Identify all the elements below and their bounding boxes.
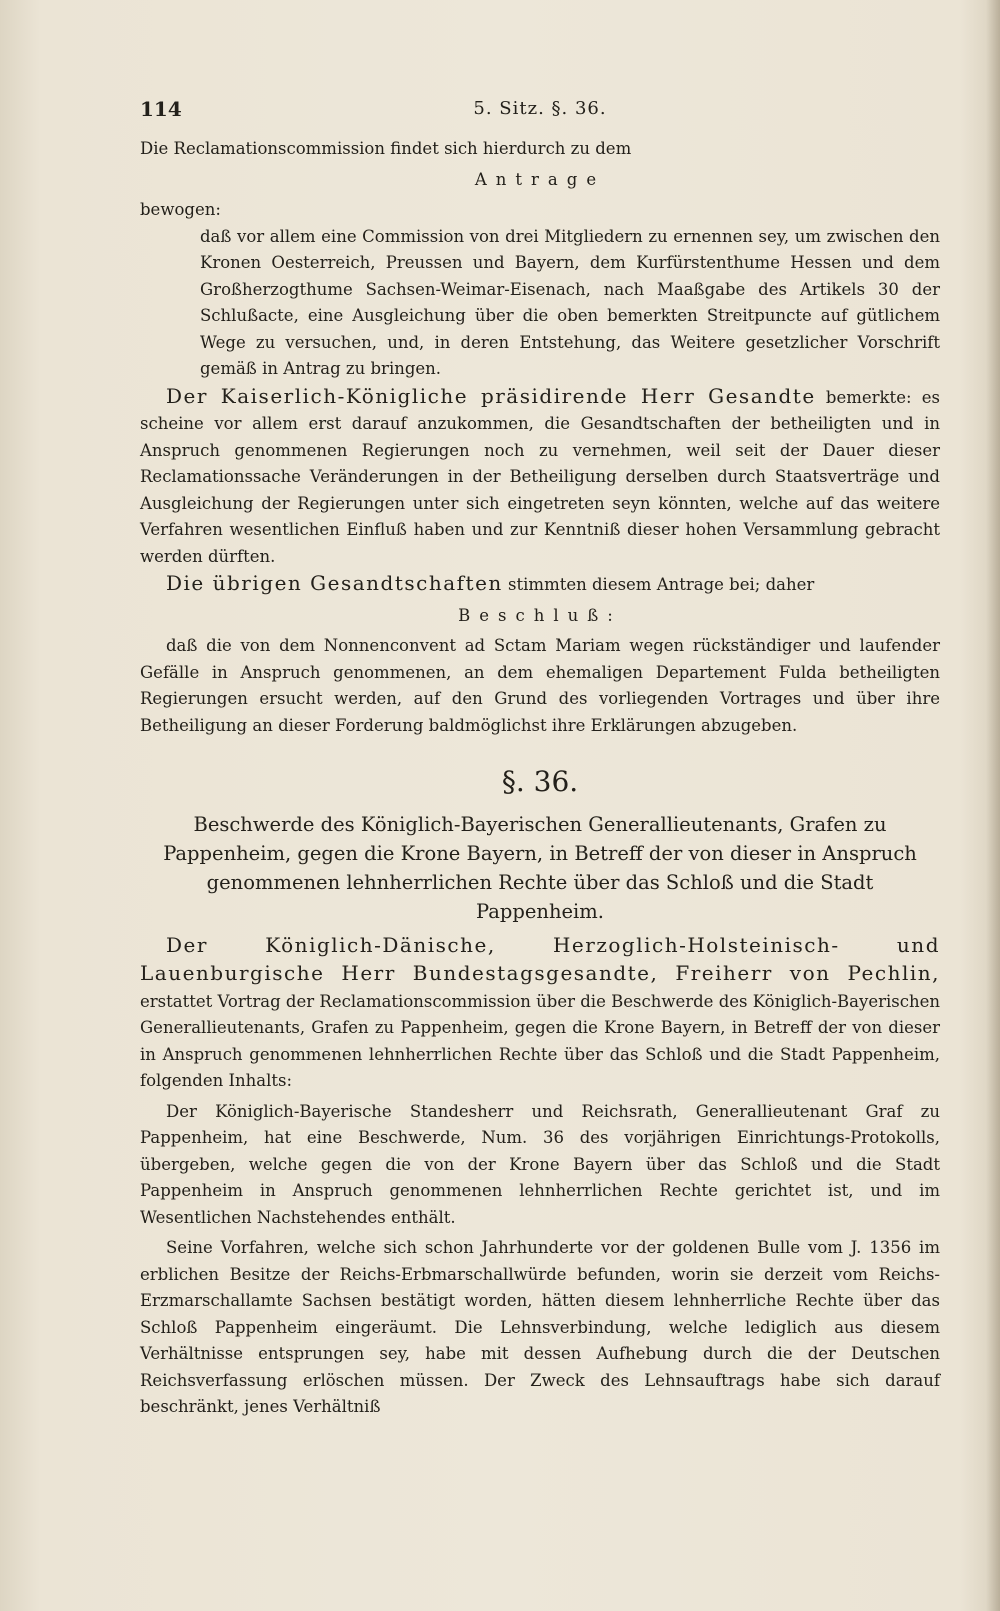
paragraph-other-envoys xyxy=(140,570,940,599)
rapporteur-text: erstattet Vortrag der Reclamationscommission über die Beschwerde des Königlich-Bayerischen Generallieutenants, Grafen zu Pappenheim, gegen die Krone Bayern, in Betreff der von dieser in Anspruch genommenen lehnherrlichen Rechte über das Schloß und die Stadt Pappenheim, folgenden Inhalts: xyxy=(140,991,940,1090)
presiding-envoy-text: bemerkte: es scheine vor allem erst darauf anzukommen, die Gesandtschaften der betheiligten und in Anspruch genommenen Regierungen noch zu vernehmen, weil seit der Dauer dieser Reclamationssache Veränderungen in der Betheiligung derselben durch Staatsverträge und Ausgleichung der Regierungen unter sich eingetreten seyn könnten, welche auf das weitere Verfahren wesentlichen Einfluß haben und zur Kenntniß dieser hohen Versammlung gebracht werden dürften. xyxy=(140,387,940,566)
paragraph-intro: Die Reclamationscommission findet sich hierdurch zu dem xyxy=(140,139,632,158)
page-number: 114 xyxy=(140,97,182,121)
paragraph-rapporteur xyxy=(140,932,940,1095)
paragraph-ancestors: Seine Vorfahren, welche sich schon Jahrhunderte vor der goldenen Bulle vom J. 1356 im erblichen Besitze der Reichs-Erbmarschallwürde befunden, worin sie derzeit vom Reichs-Erzmarschallamte Sachsen bestätigt worden, hätten diesem lehnherrliche Rechte über das Schloß Pappenheim eingeräumt. Die Lehnsverbindung, welche lediglich aus diesem Verhältnisse entsprungen sey, habe mit dessen Aufhebung durch die der Deutschen Reichsverfassung erlöschen müssen. Der Zweck des Lehnsauftrags habe sich darauf beschränkt, jenes Verhältniß xyxy=(140,1238,940,1416)
bewogen-label: bewogen: xyxy=(140,200,221,219)
other-envoys-text: stimmten diesem Antrage bei; daher xyxy=(502,575,815,594)
page-header xyxy=(140,96,940,130)
page-edge-shadow xyxy=(986,0,1000,1611)
presiding-envoy-lead: Der Kaiserlich-Königliche präsidirende Herr Gesandte xyxy=(166,383,816,408)
section-title: Beschwerde des Königlich-Bayerischen Generallieutenants, Grafen zu Pappenheim, gegen die Krone Bayern, in Betreff der von dieser in Anspruch genommenen lehnherrlichen Rechte über das Schloß und die Stadt Pappenheim. xyxy=(163,812,917,923)
paragraph-presiding-envoy xyxy=(140,383,940,571)
beschluss-text: daß die von dem Nonnenconvent ad Sctam Mariam wegen rückständiger und laufender Gefälle in Anspruch genommenen, an dem ehemaligen Departement Fulda betheiligten Regierungen ersucht werden, auf den Grund des vorliegenden Vortrages und über ihre Betheiligung an dieser Forderung baldmöglichst ihre Erklärungen abzugeben. xyxy=(140,636,940,735)
page-content xyxy=(140,96,940,1421)
beschluss-heading: Beschluß: xyxy=(458,605,622,625)
antrage-heading: Antrage xyxy=(474,169,606,189)
running-head: 5. Sitz. §. 36. xyxy=(473,98,607,119)
paragraph-complaint-summary: Der Königlich-Bayerische Standesherr und Reichsrath, Generallieutenant Graf zu Pappenheim, hat eine Beschwerde, Num. 36 des vorjährigen Einrichtungs-Protokolls, übergeben, welche gegen die von der Krone Bayern über das Schloß und die Stadt Pappenheim in Anspruch genommenen lehnherrlichen Rechte gerichtet ist, und im Wesentlichen Nachstehendes enthält. xyxy=(140,1101,940,1227)
section-number: §. 36. xyxy=(501,765,579,798)
rapporteur-lead: Der Königlich-Dänische, Herzoglich-Holsteinisch- und Lauenburgische Herr Bundestagsgesandte, Freiherr von Pechlin, xyxy=(140,932,940,985)
antrag-text: daß vor allem eine Commission von drei Mitgliedern zu ernennen sey, um zwischen den Kronen Oesterreich, Preussen und Bayern, dem Kurfürstenthume Hessen und dem Großherzogthume Sachsen-Weimar-Eisenach, nach Maaßgabe des Artikels 30 der Schlußacte, eine Ausgleichung über die oben bemerkten Streitpuncte auf gütlichem Wege zu versuchen, und, in deren Entstehung, das Weitere gesetzlicher Vorschrift gemäß in Antrag zu bringen. xyxy=(200,226,940,378)
other-envoys-lead: Die übrigen Gesandtschaften xyxy=(166,571,503,595)
